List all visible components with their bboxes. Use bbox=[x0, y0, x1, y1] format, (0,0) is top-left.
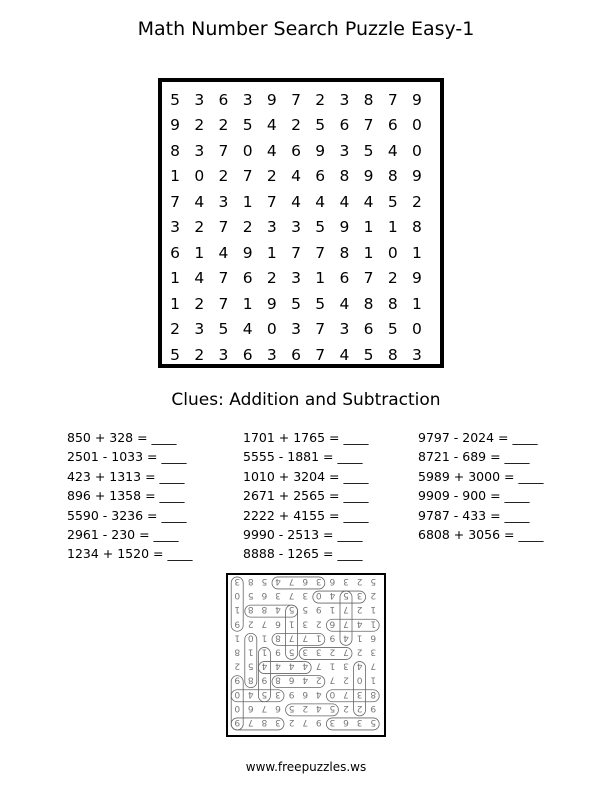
answer-key-digit: 6 bbox=[329, 618, 336, 629]
grid-cell: 3 bbox=[339, 320, 350, 339]
grid-row bbox=[162, 266, 440, 292]
grid-cell: 2 bbox=[218, 116, 229, 135]
clues-heading: Clues: Addition and Subtraction bbox=[171, 390, 441, 410]
grid-cell: 3 bbox=[291, 218, 301, 237]
grid-cell: 6 bbox=[315, 167, 326, 186]
grid-cell: 7 bbox=[291, 90, 301, 109]
grid-cell: 3 bbox=[242, 90, 253, 109]
answer-key-digit: 3 bbox=[275, 688, 281, 699]
grid-cell: 7 bbox=[363, 116, 374, 135]
answer-key-digit: 2 bbox=[356, 702, 363, 713]
clue-item: 896 + 1358 = ____ bbox=[67, 488, 185, 504]
grid-cell: 6 bbox=[242, 269, 253, 288]
grid-cell: 8 bbox=[387, 167, 398, 186]
answer-key-digit: 2 bbox=[356, 604, 363, 615]
grid-row bbox=[162, 164, 440, 190]
grid-cell: 9 bbox=[266, 90, 277, 109]
answer-key-digit: 1 bbox=[370, 604, 377, 615]
clue-item: 2222 + 4155 = ____ bbox=[243, 507, 369, 523]
clue-item: 8721 - 689 = ____ bbox=[418, 449, 530, 465]
grid-cell: 2 bbox=[194, 116, 205, 135]
answer-key bbox=[226, 573, 386, 737]
grid-cell: 6 bbox=[242, 345, 253, 364]
answer-key-digit: 7 bbox=[343, 688, 349, 699]
clue-item: 1701 + 1765 = ____ bbox=[243, 430, 369, 445]
answer-key-digit: 6 bbox=[261, 590, 268, 601]
answer-key-digit: 0 bbox=[329, 688, 336, 699]
grid-cell: 1 bbox=[363, 218, 374, 237]
grid-cell: 8 bbox=[387, 345, 398, 364]
grid-cell: 2 bbox=[412, 192, 422, 211]
grid-cell: 4 bbox=[266, 141, 277, 160]
clue-item: 850 + 328 = ____ bbox=[67, 430, 177, 445]
grid-cell: 0 bbox=[242, 141, 253, 160]
grid-cell: 9 bbox=[412, 90, 422, 109]
grid-row bbox=[162, 113, 440, 139]
clue-item: 1010 + 3204 = ____ bbox=[243, 468, 369, 484]
clue-item: 9909 - 900 = ____ bbox=[418, 488, 530, 504]
answer-key-digit: 2 bbox=[343, 702, 349, 713]
answer-key-digit: 7 bbox=[288, 590, 295, 601]
grid-cell: 3 bbox=[218, 345, 229, 364]
page-title: Math Number Search Puzzle Easy-1 bbox=[137, 18, 475, 40]
answer-key-digit: 2 bbox=[315, 674, 322, 685]
grid-cell: 4 bbox=[266, 116, 277, 135]
answer-key-digit: 3 bbox=[356, 590, 363, 601]
grid-cell: 0 bbox=[412, 141, 422, 160]
grid-cell: 3 bbox=[291, 269, 301, 288]
grid-cell: 4 bbox=[242, 320, 253, 339]
grid-cell: 7 bbox=[218, 269, 229, 288]
answer-key-digit: 3 bbox=[329, 717, 336, 728]
answer-key-digit: 3 bbox=[275, 717, 281, 728]
grid-cell: 7 bbox=[242, 167, 253, 186]
grid-cell: 7 bbox=[315, 345, 326, 364]
grid-cell: 1 bbox=[194, 243, 205, 262]
grid-cell: 9 bbox=[412, 167, 422, 186]
grid-cell: 2 bbox=[315, 90, 326, 109]
grid-cell: 4 bbox=[363, 192, 374, 211]
answer-key-digit: 5 bbox=[247, 660, 254, 671]
grid-cell: 8 bbox=[387, 294, 398, 313]
grid-cell: 0 bbox=[194, 167, 205, 186]
grid-cell: 1 bbox=[242, 294, 253, 313]
answer-key-digit: 5 bbox=[343, 590, 349, 601]
clue-item: 6808 + 3056 = ____ bbox=[418, 526, 544, 542]
grid-cell: 7 bbox=[218, 294, 229, 313]
clue-item: 5989 + 3000 = ____ bbox=[418, 468, 544, 484]
grid-cell: 9 bbox=[363, 167, 374, 186]
grid-cell: 4 bbox=[218, 243, 229, 262]
grid-cell: 9 bbox=[170, 116, 181, 135]
grid-cell: 1 bbox=[242, 192, 253, 211]
grid-cell: 2 bbox=[194, 294, 205, 313]
grid-cell: 1 bbox=[363, 243, 374, 262]
puzzle-grid bbox=[162, 87, 440, 368]
answer-key-digit: 4 bbox=[275, 604, 281, 615]
grid-cell: 5 bbox=[218, 320, 229, 339]
grid-cell: 5 bbox=[315, 294, 326, 313]
answer-key-digit: 9 bbox=[315, 717, 322, 728]
grid-cell: 6 bbox=[339, 269, 350, 288]
answer-key-digit: 3 bbox=[315, 576, 322, 587]
grid-cell: 2 bbox=[266, 269, 277, 288]
answer-key-digit: 4 bbox=[261, 660, 268, 671]
answer-key-digit: 7 bbox=[343, 618, 349, 629]
answer-key-digit: 5 bbox=[370, 576, 377, 587]
answer-key-digit: 3 bbox=[315, 646, 322, 657]
answer-key-digit: 0 bbox=[234, 590, 241, 601]
answer-key-digit: 9 bbox=[275, 646, 281, 657]
answer-key-digit: 3 bbox=[370, 646, 377, 657]
grid-cell: 4 bbox=[194, 269, 205, 288]
grid-cell: 1 bbox=[170, 167, 181, 186]
answer-key-digit: 1 bbox=[234, 632, 241, 643]
grid-cell: 3 bbox=[170, 218, 181, 237]
answer-key-digit: 6 bbox=[275, 618, 281, 629]
answer-key-digit: 9 bbox=[234, 618, 241, 629]
grid-cell: 4 bbox=[339, 294, 350, 313]
clue-item: 9787 - 433 = ____ bbox=[418, 507, 530, 523]
answer-key-digit: 0 bbox=[234, 702, 241, 713]
answer-key-digit: 8 bbox=[261, 604, 268, 615]
answer-key-digit: 8 bbox=[247, 674, 254, 685]
grid-cell: 2 bbox=[266, 167, 277, 186]
answer-key-digit: 3 bbox=[356, 688, 363, 699]
answer-key-digit: 6 bbox=[275, 702, 281, 713]
grid-cell: 2 bbox=[387, 269, 398, 288]
grid-cell: 7 bbox=[218, 218, 229, 237]
grid-cell: 7 bbox=[170, 192, 181, 211]
grid-cell: 1 bbox=[315, 269, 326, 288]
clue-item: 2671 + 2565 = ____ bbox=[243, 488, 369, 504]
answer-key-digit: 7 bbox=[329, 674, 336, 685]
answer-key-digit: 4 bbox=[329, 590, 336, 601]
answer-key-digit: 9 bbox=[261, 674, 268, 685]
answer-key-digit: 3 bbox=[302, 618, 309, 629]
grid-cell: 9 bbox=[315, 141, 326, 160]
answer-key-digit: 1 bbox=[329, 604, 336, 615]
grid-cell: 8 bbox=[170, 141, 181, 160]
grid-cell: 0 bbox=[412, 320, 422, 339]
answer-key-digit: 9 bbox=[315, 604, 322, 615]
grid-cell: 5 bbox=[363, 141, 374, 160]
grid-cell: 3 bbox=[194, 90, 205, 109]
answer-key-digit: 6 bbox=[302, 576, 309, 587]
grid-cell: 6 bbox=[291, 141, 301, 160]
answer-key-digit: 4 bbox=[275, 576, 281, 587]
grid-cell: 2 bbox=[218, 167, 229, 186]
grid-cell: 6 bbox=[387, 116, 398, 135]
grid-cell: 6 bbox=[170, 243, 181, 262]
answer-key-digit: 1 bbox=[315, 632, 322, 643]
answer-key-digit: 5 bbox=[288, 702, 295, 713]
grid-cell: 0 bbox=[412, 116, 422, 135]
grid-cell: 2 bbox=[291, 116, 301, 135]
grid-cell: 9 bbox=[339, 218, 350, 237]
clue-item: 5555 - 1881 = ____ bbox=[243, 449, 363, 465]
grid-row bbox=[162, 240, 440, 266]
answer-key-digit: 9 bbox=[234, 717, 241, 728]
footer-url: www.freepuzzles.ws bbox=[245, 760, 367, 774]
grid-cell: 4 bbox=[339, 345, 350, 364]
answer-key-digit: 6 bbox=[343, 717, 349, 728]
answer-key-digit: 5 bbox=[329, 702, 336, 713]
grid-cell: 8 bbox=[363, 294, 374, 313]
grid-cell: 1 bbox=[266, 243, 277, 262]
grid-cell: 6 bbox=[218, 90, 229, 109]
grid-cell: 8 bbox=[412, 218, 422, 237]
grid-cell: 1 bbox=[412, 243, 422, 262]
answer-key-digit: 2 bbox=[288, 717, 295, 728]
answer-key-grid bbox=[228, 575, 384, 735]
answer-key-digit: 1 bbox=[261, 646, 268, 657]
answer-key-digit: 7 bbox=[315, 660, 322, 671]
grid-cell: 6 bbox=[291, 345, 301, 364]
answer-key-digit: 1 bbox=[288, 618, 295, 629]
grid-cell: 5 bbox=[242, 116, 253, 135]
answer-key-digit: 4 bbox=[302, 674, 309, 685]
grid-cell: 1 bbox=[387, 218, 398, 237]
clue-column-3 bbox=[418, 428, 543, 544]
clue-item: 9797 - 2024 = ____ bbox=[418, 430, 538, 445]
answer-key-digit: 2 bbox=[370, 590, 377, 601]
clue-column-1 bbox=[67, 428, 192, 564]
grid-row bbox=[162, 215, 440, 241]
grid-cell: 3 bbox=[412, 345, 422, 364]
clue-item: 2961 - 230 = ____ bbox=[67, 526, 179, 542]
answer-key-digit: 5 bbox=[288, 604, 295, 615]
answer-key-digit: 8 bbox=[247, 604, 254, 615]
answer-key-digit: 5 bbox=[261, 576, 268, 587]
grid-cell: 4 bbox=[339, 192, 350, 211]
answer-key-digit: 3 bbox=[234, 576, 241, 587]
answer-key-digit: 4 bbox=[302, 660, 309, 671]
answer-key-digit: 4 bbox=[343, 632, 349, 643]
answer-key-digit: 0 bbox=[234, 688, 241, 699]
answer-key-digit: 7 bbox=[288, 632, 295, 643]
grid-cell: 3 bbox=[266, 345, 277, 364]
grid-cell: 7 bbox=[218, 141, 229, 160]
answer-key-digit: 7 bbox=[261, 702, 268, 713]
clue-item: 8888 - 1265 = ____ bbox=[243, 546, 363, 562]
answer-key-digit: 4 bbox=[315, 702, 322, 713]
answer-key-digit: 7 bbox=[343, 646, 349, 657]
grid-cell: 9 bbox=[412, 269, 422, 288]
grid-cell: 3 bbox=[291, 320, 301, 339]
grid-cell: 7 bbox=[315, 320, 326, 339]
grid-cell: 8 bbox=[363, 90, 374, 109]
answer-key-digit: 7 bbox=[288, 576, 295, 587]
answer-key-digit: 7 bbox=[302, 632, 309, 643]
answer-key-digit: 7 bbox=[370, 660, 377, 671]
grid-cell: 3 bbox=[339, 90, 350, 109]
grid-cell: 5 bbox=[363, 345, 374, 364]
answer-key-digit: 8 bbox=[275, 674, 281, 685]
grid-row bbox=[162, 291, 440, 317]
puzzle-grid-frame bbox=[158, 78, 444, 368]
answer-key-digit: 4 bbox=[356, 618, 363, 629]
answer-key-digit: 5 bbox=[247, 590, 254, 601]
grid-cell: 2 bbox=[194, 218, 205, 237]
answer-key-digit: 3 bbox=[356, 717, 363, 728]
answer-key-digit: 8 bbox=[247, 576, 254, 587]
grid-cell: 5 bbox=[315, 116, 326, 135]
grid-cell: 9 bbox=[242, 243, 253, 262]
answer-key-digit: 4 bbox=[275, 660, 281, 671]
answer-key-digit: 3 bbox=[343, 660, 349, 671]
grid-cell: 4 bbox=[315, 192, 326, 211]
grid-cell: 7 bbox=[315, 243, 326, 262]
answer-key-digit: 2 bbox=[234, 660, 241, 671]
grid-cell: 8 bbox=[339, 243, 350, 262]
answer-key-digit: 3 bbox=[343, 576, 349, 587]
grid-cell: 2 bbox=[170, 320, 181, 339]
grid-cell: 2 bbox=[242, 218, 253, 237]
answer-key-digit: 9 bbox=[234, 674, 241, 685]
answer-key-digit: 4 bbox=[315, 688, 322, 699]
clue-item: 9990 - 2513 = ____ bbox=[243, 526, 363, 542]
grid-cell: 4 bbox=[387, 141, 398, 160]
answer-key-digit: 1 bbox=[356, 632, 363, 643]
answer-key-digit: 3 bbox=[302, 590, 309, 601]
grid-cell: 0 bbox=[266, 320, 277, 339]
answer-key-digit: 2 bbox=[343, 674, 349, 685]
grid-cell: 5 bbox=[170, 90, 181, 109]
grid-cell: 5 bbox=[387, 320, 398, 339]
answer-key-digit: 6 bbox=[288, 674, 295, 685]
clue-item: 5590 - 3236 = ____ bbox=[67, 507, 187, 523]
grid-cell: 5 bbox=[315, 218, 326, 237]
answer-key-digit: 2 bbox=[247, 618, 254, 629]
answer-key-digit: 5 bbox=[370, 717, 377, 728]
grid-cell: 6 bbox=[339, 116, 350, 135]
answer-key-digit: 8 bbox=[370, 688, 377, 699]
grid-cell: 3 bbox=[218, 192, 229, 211]
clue-item: 1234 + 1520 = ____ bbox=[67, 546, 193, 562]
answer-key-digit: 3 bbox=[302, 646, 309, 657]
answer-key-digit: 8 bbox=[275, 632, 281, 643]
grid-cell: 3 bbox=[194, 141, 205, 160]
grid-row bbox=[162, 189, 440, 215]
grid-row bbox=[162, 317, 440, 343]
answer-key-digit: 5 bbox=[302, 604, 309, 615]
grid-cell: 1 bbox=[412, 294, 422, 313]
answer-key-digit: 3 bbox=[275, 590, 281, 601]
grid-cell: 5 bbox=[170, 345, 181, 364]
grid-cell: 3 bbox=[194, 320, 205, 339]
grid-cell: 2 bbox=[194, 345, 205, 364]
grid-cell: 4 bbox=[291, 192, 301, 211]
grid-cell: 9 bbox=[266, 294, 277, 313]
grid-cell: 7 bbox=[363, 269, 374, 288]
grid-cell: 5 bbox=[387, 192, 398, 211]
grid-cell: 1 bbox=[170, 294, 181, 313]
answer-key-digit: 7 bbox=[343, 604, 349, 615]
grid-cell: 7 bbox=[387, 90, 398, 109]
answer-key-digit: 0 bbox=[247, 632, 254, 643]
grid-cell: 1 bbox=[170, 269, 181, 288]
grid-row bbox=[162, 138, 440, 164]
answer-key-digit: 0 bbox=[356, 674, 363, 685]
answer-key-digit: 2 bbox=[302, 702, 309, 713]
answer-key-digit: 5 bbox=[261, 688, 268, 699]
grid-cell: 5 bbox=[291, 294, 301, 313]
answer-key-digit: 4 bbox=[247, 688, 254, 699]
answer-key-digit: 4 bbox=[288, 660, 295, 671]
answer-key-digit: 6 bbox=[247, 702, 254, 713]
grid-cell: 7 bbox=[266, 192, 277, 211]
answer-key-digit: 4 bbox=[356, 660, 363, 671]
grid-row bbox=[162, 87, 440, 113]
answer-key-digit: 6 bbox=[302, 688, 309, 699]
answer-key-digit: 1 bbox=[261, 632, 268, 643]
answer-key-digit: 0 bbox=[315, 590, 322, 601]
answer-key-digit: 1 bbox=[247, 646, 254, 657]
answer-key-digit: 9 bbox=[288, 688, 295, 699]
grid-cell: 3 bbox=[339, 141, 350, 160]
answer-key-digit: 2 bbox=[356, 576, 363, 587]
grid-cell: 3 bbox=[266, 218, 277, 237]
answer-key-digit: 2 bbox=[356, 646, 363, 657]
grid-cell: 7 bbox=[291, 243, 301, 262]
grid-cell: 0 bbox=[387, 243, 398, 262]
answer-key-digit: 2 bbox=[329, 646, 336, 657]
answer-key-digit: 9 bbox=[370, 702, 377, 713]
answer-key-digit: 7 bbox=[247, 717, 254, 728]
grid-row bbox=[162, 342, 440, 368]
answer-key-digit: 6 bbox=[370, 632, 377, 643]
answer-key-digit: 5 bbox=[288, 646, 295, 657]
clue-item: 2501 - 1033 = ____ bbox=[67, 449, 187, 465]
clue-item: 423 + 1313 = ____ bbox=[67, 468, 185, 484]
answer-key-digit: 7 bbox=[302, 717, 309, 728]
answer-key-digit: 6 bbox=[329, 576, 336, 587]
answer-key-digit: 1 bbox=[234, 604, 241, 615]
answer-key-digit: 7 bbox=[261, 618, 268, 629]
answer-key-digit: 2 bbox=[315, 618, 322, 629]
answer-key-digit: 8 bbox=[234, 646, 241, 657]
answer-key-digit: 1 bbox=[370, 674, 377, 685]
answer-key-digit: 9 bbox=[329, 632, 336, 643]
answer-key-digit: 1 bbox=[329, 660, 336, 671]
grid-cell: 6 bbox=[363, 320, 374, 339]
grid-cell: 4 bbox=[194, 192, 205, 211]
grid-cell: 8 bbox=[339, 167, 350, 186]
clue-column-2 bbox=[243, 428, 368, 564]
answer-key-digit: 1 bbox=[370, 618, 377, 629]
answer-key-digits bbox=[231, 576, 379, 730]
answer-key-digit: 8 bbox=[261, 717, 268, 728]
grid-cell: 4 bbox=[291, 167, 301, 186]
